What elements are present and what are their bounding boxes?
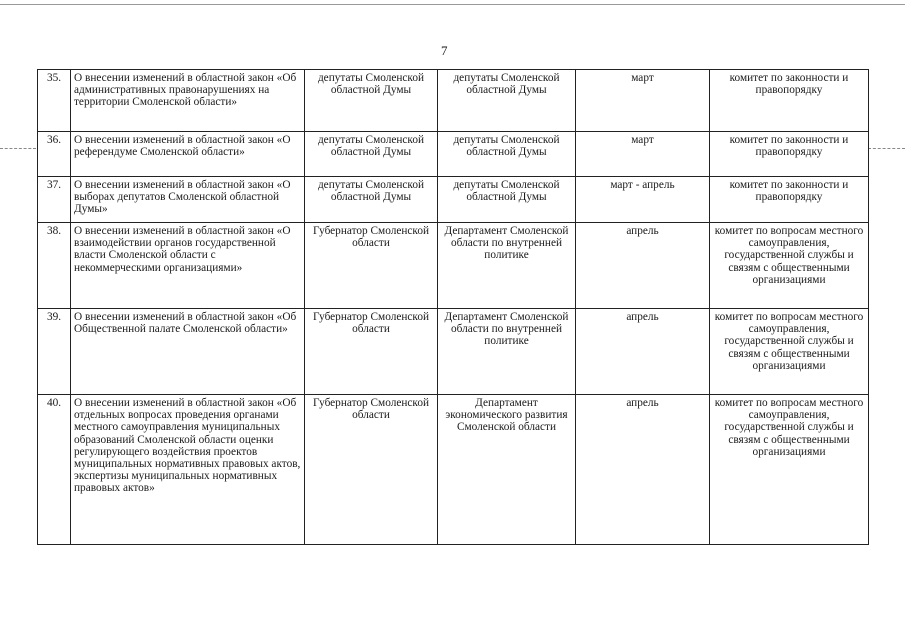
developer: Департамент экономического развития Смоленской области [438,395,576,545]
row-number: 35. [38,70,71,132]
legislative-plan-table [37,69,869,545]
row-number: 37. [38,177,71,223]
responsible-committee: комитет по вопросам местного самоуправления, государственной службы и связям с общественными организациями [710,395,869,545]
table-row [38,177,869,223]
responsible-committee: комитет по законности и правопорядку [710,177,869,223]
developer: Департамент Смоленской области по внутренней политике [438,223,576,309]
initiator: Губернатор Смоленской области [305,395,438,545]
row-number: 36. [38,132,71,177]
developer: Департамент Смоленской области по внутренней политике [438,309,576,395]
row-number: 38. [38,223,71,309]
scan-edge-line [0,4,905,5]
developer: депутаты Смоленской областной Думы [438,132,576,177]
responsible-committee: комитет по вопросам местного самоуправления, государственной службы и связям с общественными организациями [710,309,869,395]
row-number: 40. [38,395,71,545]
deadline: апрель [576,395,710,545]
bill-title: О внесении изменений в областной закон «О выборах депутатов Смоленской областной Думы» [71,177,305,223]
initiator: депутаты Смоленской областной Думы [305,70,438,132]
scan-fold-mark-right [868,148,905,149]
initiator: Губернатор Смоленской области [305,223,438,309]
developer: депутаты Смоленской областной Думы [438,70,576,132]
initiator: депутаты Смоленской областной Думы [305,177,438,223]
row-number: 39. [38,309,71,395]
deadline: апрель [576,223,710,309]
deadline: март [576,132,710,177]
table-row [38,223,869,309]
table-row [38,309,869,395]
developer: депутаты Смоленской областной Думы [438,177,576,223]
bill-title: О внесении изменений в областной закон «Об Общественной палате Смоленской области» [71,309,305,395]
page-number: 7 [441,43,448,58]
table-row [38,395,869,545]
table-row [38,132,869,177]
deadline: март [576,70,710,132]
initiator: депутаты Смоленской областной Думы [305,132,438,177]
deadline: март - апрель [576,177,710,223]
deadline: апрель [576,309,710,395]
responsible-committee: комитет по законности и правопорядку [710,132,869,177]
responsible-committee: комитет по вопросам местного самоуправления, государственной службы и связям с общественными организациями [710,223,869,309]
bill-title: О внесении изменений в областной закон «О взаимодействии органов государственной власти Смоленской области с некоммерческими организациями» [71,223,305,309]
responsible-committee: комитет по законности и правопорядку [710,70,869,132]
bill-title: О внесении изменений в областной закон «О референдуме Смоленской области» [71,132,305,177]
table-row [38,70,869,132]
initiator: Губернатор Смоленской области [305,309,438,395]
bill-title: О внесении изменений в областной закон «Об отдельных вопросах проведения органами местного самоуправления муниципальных образований Смоленской области оценки регулирующего воздействия проектов муниципальных нормативных правовых актов, экспертизы муниципальных нормативных правовых актов» [71,395,305,545]
scan-fold-mark-left [0,148,36,149]
bill-title: О внесении изменений в областной закон «Об административных правонарушениях на территории Смоленской области» [71,70,305,132]
